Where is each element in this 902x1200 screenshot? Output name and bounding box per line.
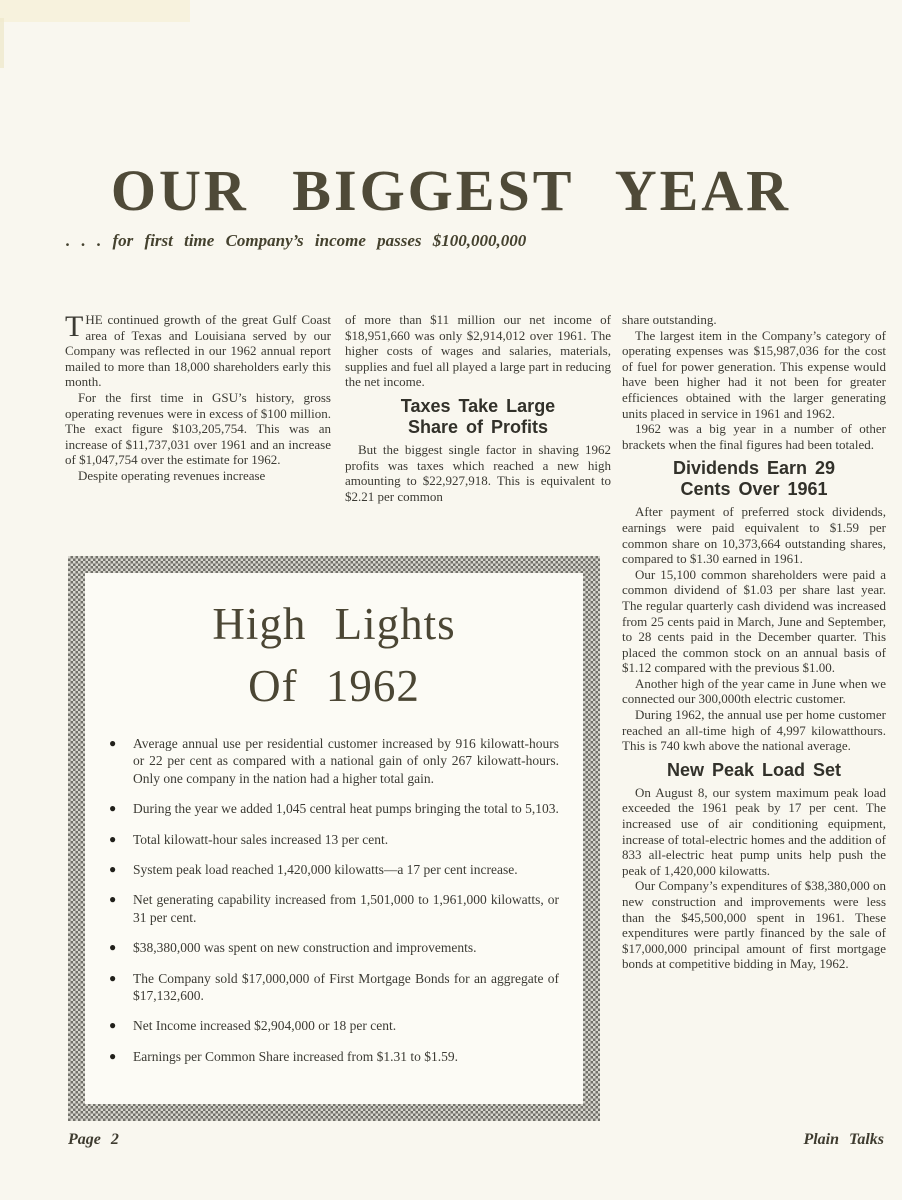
highlights-list — [109, 735, 559, 1065]
bullet-icon: ● — [109, 1018, 117, 1033]
paragraph: Our Company’s expenditures of $38,380,000 on new construction and improvements were less than the $45,500,000 spent in 1961. These expenditures were partly financed by the sale of $17,000,000 principal amount of first mortgage bonds at competitive bidding in May, 1962. — [622, 878, 886, 972]
paragraph: The largest item in the Company’s category of operating expenses was $15,987,036 for the cost of fuel for power generation. This expense would have been higher had it not been for greater efficiences obtained with the larger generating units placed in service in 1961 and 1962. — [622, 327, 886, 421]
paragraph: Our 15,100 common shareholders were paid a common dividend of $1.03 per share last year. The regular quarterly cash dividend was increased from 25 cents paid in March, June and September, to 28 cents paid in the December quarter. This placed the common stock on an annual basis of $1.12 compared with the previous $1.00. — [622, 566, 886, 676]
page-title: OUR BIGGEST YEAR — [110, 157, 792, 223]
paragraph: 1962 was a big year in a number of other brackets when the final figures had been totaled. — [622, 421, 886, 452]
bullet-icon: ● — [109, 801, 117, 816]
highlight-text: Average annual use per residential customer increased by 916 kilowatt-hours or 22 per cent as compared with a national gain of only 267 kilowatt-hours. Only one company in the nation had a higher total gain. — [133, 736, 559, 786]
article-column-3 — [622, 312, 886, 1118]
highlights-title-line2: Of 1962 — [248, 661, 420, 711]
paragraph: But the biggest single factor in shaving 1962 profits was taxes which reached a new high amounting to $22,927,918. This is equivalent to $2.21 per common — [345, 441, 611, 504]
paragraph: of more than $11 million our net income of $18,951,660 was only $2,914,012 over 1961. The higher costs of wages and salaries, materials, supplies and fuel all played a large part in reducing the net income. — [345, 312, 611, 390]
drop-cap: T — [65, 310, 84, 343]
section-heading-taxes: Taxes Take Large Share of Profits — [400, 395, 556, 437]
highlight-item — [109, 970, 559, 1005]
highlight-item — [109, 1017, 559, 1034]
highlight-item — [109, 1048, 559, 1065]
highlights-box — [68, 556, 600, 1121]
highlight-item — [109, 735, 559, 787]
highlights-title — [109, 593, 559, 717]
bullet-icon: ● — [109, 1048, 117, 1063]
paragraph: Another high of the year came in June when we connected our 300,000th electric customer. — [622, 675, 886, 707]
paragraph — [65, 312, 331, 390]
highlight-item — [109, 939, 559, 956]
page-subtitle: . . . for first time Company’s income passes $100,000,000 — [66, 231, 527, 250]
bullet-icon: ● — [109, 736, 117, 750]
highlights-box-inner — [85, 573, 583, 1104]
article-column-2 — [345, 312, 611, 530]
bullet-icon: ● — [109, 831, 117, 846]
highlight-item — [109, 891, 559, 926]
highlight-item — [109, 831, 559, 848]
footer-page-number: Page 2 — [68, 1131, 119, 1148]
bullet-icon: ● — [109, 970, 117, 985]
footer-publication-name: Plain Talks — [803, 1131, 884, 1148]
paragraph-text: HE continued growth of the great Gulf Coast area of Texas and Louisiana served by our Company was reflected in our 1962 annual report mailed to more than 18,000 shareholders early this month. — [65, 312, 331, 390]
paragraph: After payment of preferred stock dividends, earnings were paid equivalent to $1.59 per common share on 10,373,664 outstanding shares, compared to $1.30 earned in 1961. — [622, 504, 886, 567]
paragraph: During 1962, the annual use per home customer reached an all-time high of 4,997 kilowatthours. This is 740 kwh above the national average. — [622, 707, 886, 754]
highlight-text: System peak load reached 1,420,000 kilowatts—a 17 per cent increase. — [133, 862, 518, 878]
paragraph: share outstanding. — [622, 312, 717, 327]
bullet-icon: ● — [109, 862, 117, 877]
highlight-item — [109, 800, 559, 817]
bullet-icon: ● — [109, 940, 117, 955]
highlight-text: Earnings per Common Share increased from $1.31 to $1.59. — [133, 1048, 459, 1064]
highlight-text: Total kilowatt-hour sales increased 13 per cent. — [133, 831, 389, 847]
paragraph: Despite operating revenues increase — [78, 467, 266, 483]
highlight-text: The Company sold $17,000,000 of First Mortgage Bonds for an aggregate of $17,132,600. — [133, 970, 559, 1004]
highlight-text: Net generating capability increased from 1,501,000 to 1,961,000 kilowatts, or 31 per cent. — [133, 892, 559, 925]
section-heading-peak-load: New Peak Load Set — [666, 759, 842, 780]
highlights-title-line1: High Lights — [212, 599, 456, 649]
scan-artifact-tint — [0, 0, 190, 22]
highlight-item — [109, 861, 559, 878]
article-column-1 — [65, 312, 331, 530]
highlight-text: $38,380,000 was spent on new construction and improvements. — [133, 940, 477, 956]
highlight-text: Net Income increased $2,904,000 or 18 per cent. — [133, 1018, 397, 1034]
scan-artifact-edge — [0, 18, 4, 68]
highlight-text: During the year we added 1,045 central heat pumps bringing the total to 5,103. — [133, 801, 559, 817]
bullet-icon: ● — [109, 892, 117, 907]
paragraph: On August 8, our system maximum peak load exceeded the 1961 peak by 17 per cent. The increased use of air conditioning equipment, increase of total-electric homes and the addition of 833 all-electric heat pump units help push the peak of 1,420,000 kilowatts. — [622, 784, 886, 878]
paragraph: For the first time in GSU’s history, gross operating revenues were in excess of $100 million. The exact figure $103,205,754. This was an increase of $11,737,031 over 1961 and an increase of $1,047,754 over the estimate for 1962. — [65, 389, 331, 468]
section-heading-dividends: Dividends Earn 29 Cents Over 1961 — [672, 458, 836, 500]
